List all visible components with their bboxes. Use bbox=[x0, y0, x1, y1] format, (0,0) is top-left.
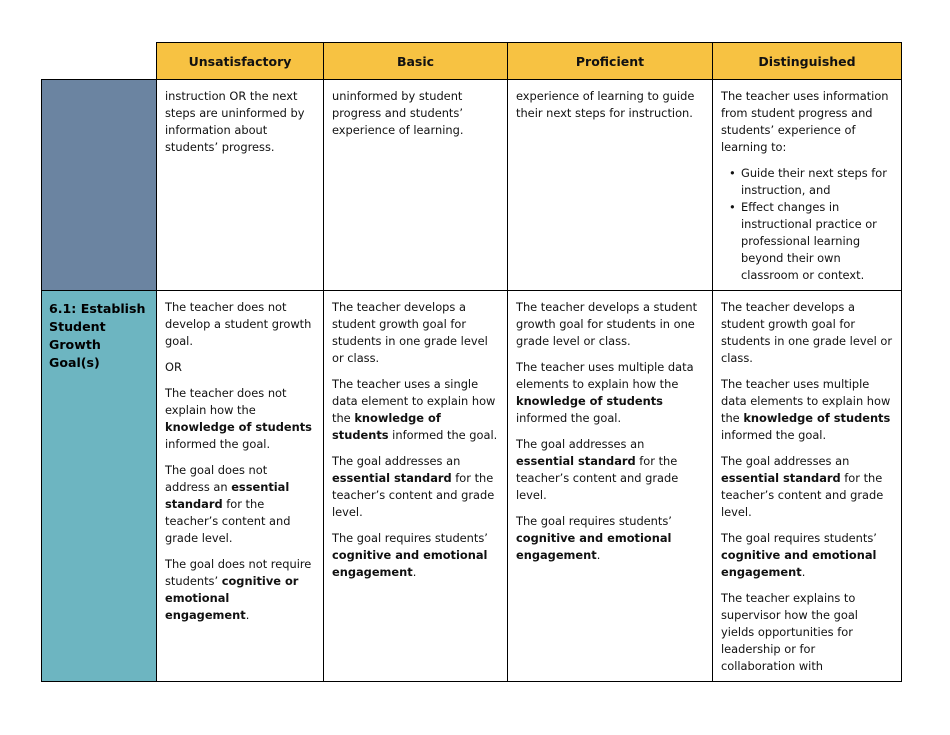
cell-unsatisfactory bbox=[157, 291, 324, 682]
emphasis: essential standard bbox=[516, 454, 636, 468]
bullet-list bbox=[721, 165, 893, 284]
table-row bbox=[42, 80, 902, 291]
cell-text: The teacher does not develop a student growth goal. bbox=[165, 300, 312, 348]
cell-text: The teacher uses information from student progress and students’ experience of learning to: bbox=[721, 89, 889, 154]
cell-proficient bbox=[508, 80, 713, 291]
cell-text: experience of learning to guide their next steps for instruction. bbox=[516, 89, 695, 120]
header-basic: Basic bbox=[324, 43, 508, 80]
cell-text: The teacher uses multiple data elements to explain how the knowledge of students informed the goal. bbox=[516, 360, 694, 425]
cell-text: The goal requires students’ cognitive and emotional engagement. bbox=[332, 531, 488, 579]
emphasis: cognitive and emotional engagement bbox=[721, 548, 877, 579]
rubric-table bbox=[41, 42, 902, 682]
cell-basic bbox=[324, 80, 508, 291]
cell-text: uninformed by student progress and students’ experience of learning. bbox=[332, 89, 464, 137]
cell-text: The goal addresses an essential standard for the teacher’s content and grade level. bbox=[721, 454, 884, 519]
cell-text: The teacher does not explain how the knowledge of students informed the goal. bbox=[165, 386, 312, 451]
emphasis: knowledge of students bbox=[332, 411, 441, 442]
cell-text: The teacher develops a student growth goal for students in one grade level or class. bbox=[332, 300, 488, 365]
header-proficient: Proficient bbox=[508, 43, 713, 80]
cell-proficient bbox=[508, 291, 713, 682]
cell-text: instruction OR the next steps are uninformed by information about students’ progress. bbox=[165, 89, 305, 154]
row-label-continued bbox=[42, 80, 157, 291]
cell-text: The goal does not require students’ cognitive or emotional engagement. bbox=[165, 557, 312, 622]
header-distinguished: Distinguished bbox=[713, 43, 902, 80]
cell-distinguished bbox=[713, 80, 902, 291]
cell-text: The teacher explains to supervisor how the goal yields opportunities for leadership or for collaboration with bbox=[721, 591, 858, 673]
emphasis: knowledge of students bbox=[516, 394, 663, 408]
list-item: • Guide their next steps for instruction, and bbox=[731, 165, 893, 199]
cell-text: The teacher develops a student growth goal for students in one grade level or class. bbox=[721, 300, 893, 365]
header-unsatisfactory: Unsatisfactory bbox=[157, 43, 324, 80]
emphasis: knowledge of students bbox=[743, 411, 891, 425]
cell-basic bbox=[324, 291, 508, 682]
list-item: • Effect changes in instructional practice or professional learning beyond their own classroom or context. bbox=[731, 199, 893, 284]
emphasis: cognitive or emotional engagement bbox=[165, 574, 299, 622]
table-row bbox=[42, 291, 902, 682]
emphasis: essential standard bbox=[165, 480, 290, 511]
cell-text: The teacher uses multiple data elements to explain how the knowledge of students informed the goal. bbox=[721, 377, 891, 442]
cell-text: The teacher develops a student growth goal for students in one grade level or class. bbox=[516, 300, 698, 348]
emphasis: essential standard bbox=[332, 471, 452, 485]
cell-text: The goal addresses an essential standard for the teacher’s content and grade level. bbox=[332, 454, 495, 519]
cell-text: The goal requires students’ cognitive and emotional engagement. bbox=[516, 514, 672, 562]
cell-text: The teacher uses a single data element to explain how the knowledge of students informed the goal. bbox=[332, 377, 498, 442]
cell-distinguished bbox=[713, 291, 902, 682]
emphasis: cognitive and emotional engagement bbox=[332, 548, 488, 579]
corner-cell bbox=[42, 43, 157, 80]
cell-text: OR bbox=[165, 360, 182, 374]
cell-unsatisfactory bbox=[157, 80, 324, 291]
cell-text: The goal addresses an essential standard for the teacher’s content and grade level. bbox=[516, 437, 679, 502]
emphasis: cognitive and emotional engagement bbox=[516, 531, 672, 562]
header-row bbox=[42, 43, 902, 80]
emphasis: knowledge of students bbox=[165, 420, 312, 434]
emphasis: essential standard bbox=[721, 471, 841, 485]
row-label-6-1: 6.1: Establish Student Growth Goal(s) bbox=[42, 291, 157, 682]
cell-text: The goal does not address an essential standard for the teacher’s content and grade level. bbox=[165, 463, 291, 545]
cell-text: The goal requires students’ cognitive and emotional engagement. bbox=[721, 531, 877, 579]
